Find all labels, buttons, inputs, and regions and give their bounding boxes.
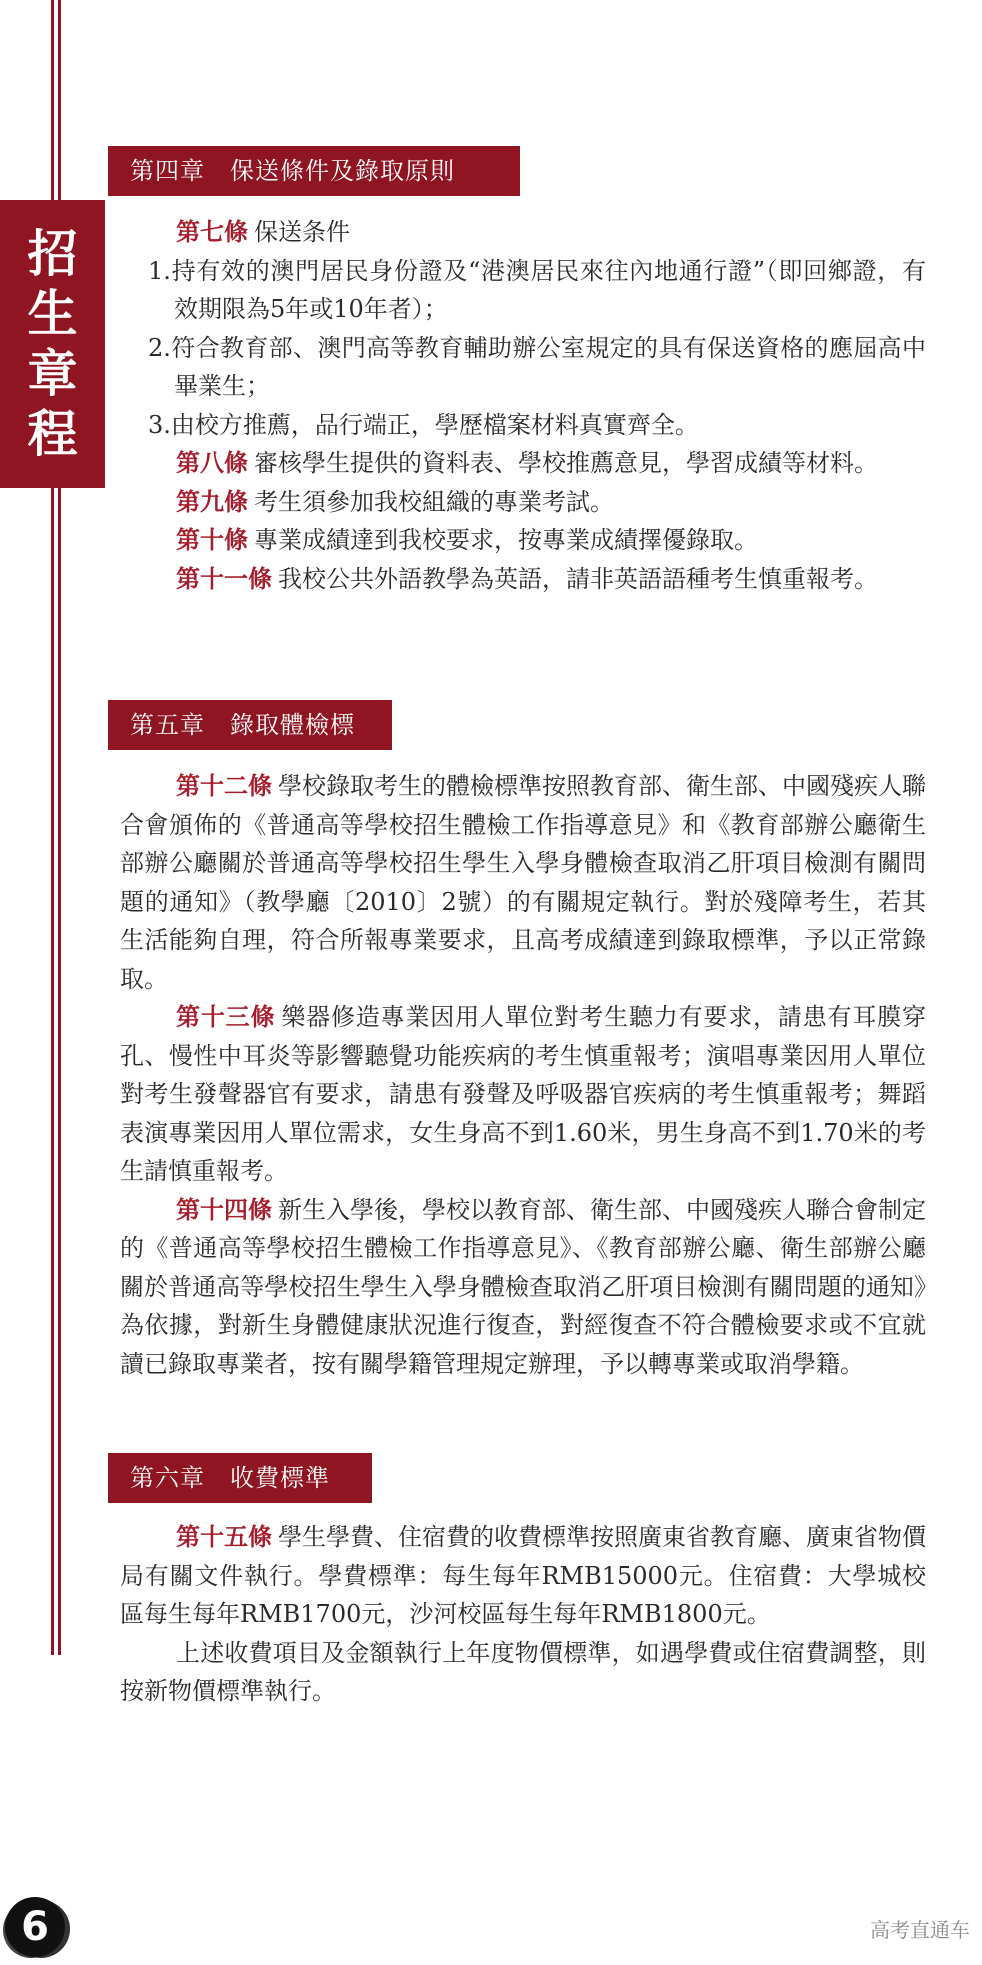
page-number-badge (0, 1889, 70, 1965)
chapter-4-heading: 第四章 保送條件及錄取原則 (108, 146, 520, 196)
fee-note: 上述收費項目及金額執行上年度物價標準，如遇學費或住宿費調整，則按新物價標準執行。 (120, 1638, 926, 1705)
article-15 (120, 1518, 926, 1634)
chapter-5-body (120, 767, 926, 1383)
article-11 (120, 560, 926, 599)
condition-item-3: 3.由校方推薦，品行端正，學歷檔案材料真實齊全。 (148, 410, 699, 439)
article-14-title: 第十四條 (176, 1194, 272, 1224)
chapter-6-heading: 第六章 收費標準 (108, 1453, 372, 1503)
article-8-title: 第八條 (176, 448, 248, 477)
chapter-6-body (120, 1518, 926, 1711)
article-7 (120, 213, 926, 252)
article-11-text: 我校公共外語教學為英語，請非英語語種考生慎重報考。 (278, 564, 878, 593)
side-tab (0, 200, 105, 488)
article-13 (120, 998, 926, 1191)
article-13-title: 第十三條 (176, 1002, 276, 1031)
article-7-title: 第七條 (176, 217, 248, 246)
article-10 (120, 521, 926, 560)
article-10-text: 專業成績達到我校要求，按專業成績擇優錄取。 (254, 526, 758, 554)
watermark-text: 高考直通车 (870, 1918, 970, 1942)
condition-item-2: 2.符合教育部、澳門高等教育輔助辦公室規定的具有保送資格的應屆高中畢業生； (148, 333, 926, 400)
article-12-text: 學校錄取考生的體檢標準按照教育部、衛生部、中國殘疾人聯合會頒佈的《普通高等學校招生體檢工作指導意見》和《教育部辦公廳衛生部辦公廳關於普通高等學校招生學生入學身體檢查取消乙肝項目檢測有關問題的通知》（教學廳〔2010〕2號）的有關規定執行。對於殘障考生，若其生活能夠自理，符合所報專業要求，且高考成績達到錄取標準，予以正常錄取。 (120, 772, 926, 993)
article-15-text: 學生學費、住宿費的收費標準按照廣東省教育廳、廣東省物價局有關文件執行。學費標準：每生每年RMB15000元。住宿費：大學城校區每生每年RMB1700元，沙河校區每生每年RMB1800元。 (120, 1523, 926, 1628)
article-8-text: 審核學生提供的資料表、學校推薦意見，學習成績等材料。 (254, 449, 878, 477)
condition-item-1: 1.持有效的澳門居民身份證及“港澳居民來往內地通行證”（即回鄉證，有效期限為5年或10年者）； (148, 256, 926, 323)
article-9-text: 考生須參加我校組織的專業考試。 (254, 487, 614, 516)
article-8 (120, 444, 926, 483)
article-7-text: 保送条件 (254, 218, 350, 246)
article-13-text: 樂器修造專業因用人單位對考生聽力有要求，請患有耳膜穿孔、慢性中耳炎等影響聽覺功能疾病的考生慎重報考；演唱專業因用人單位對考生發聲器官有要求，請患有發聲及呼吸器官疾病的考生慎重報考；舞蹈表演專業因用人單位需求，女生身高不到1.60米，男生身高不到1.70米的考生請慎重報考。 (120, 1003, 927, 1185)
article-12 (120, 767, 926, 998)
article-15-title: 第十五條 (176, 1522, 272, 1551)
side-tab-char: 章 (27, 344, 78, 403)
article-12-title: 第十二條 (176, 771, 272, 800)
page-number: 6 (5, 1897, 65, 1957)
article-14 (120, 1191, 926, 1384)
chapter-5-heading: 第五章 錄取體檢標準 (108, 700, 392, 750)
side-tab-char: 生 (27, 284, 78, 343)
side-tab-char: 招 (27, 224, 78, 283)
article-9 (120, 483, 926, 522)
article-10-title: 第十條 (176, 525, 248, 554)
side-tab-char: 程 (27, 404, 78, 463)
article-14-text: 新生入學後，學校以教育部、衛生部、中國殘疾人聯合會制定的《普通高等學校招生體檢工作指導意見》、《教育部辦公廳、衛生部辦公廳關於普通高等學校招生學生入學身體檢查取消乙肝項目檢測有關問題的通知》為依據，對新生身體健康狀況進行復查，對經復查不符合體檢要求或不宜就讀已錄取專業者，按有關學籍管理規定辦理，予以轉專業或取消學籍。 (120, 1195, 926, 1378)
article-9-title: 第九條 (176, 486, 248, 516)
article-11-title: 第十一條 (176, 563, 272, 593)
chapter-4-body (120, 213, 926, 598)
